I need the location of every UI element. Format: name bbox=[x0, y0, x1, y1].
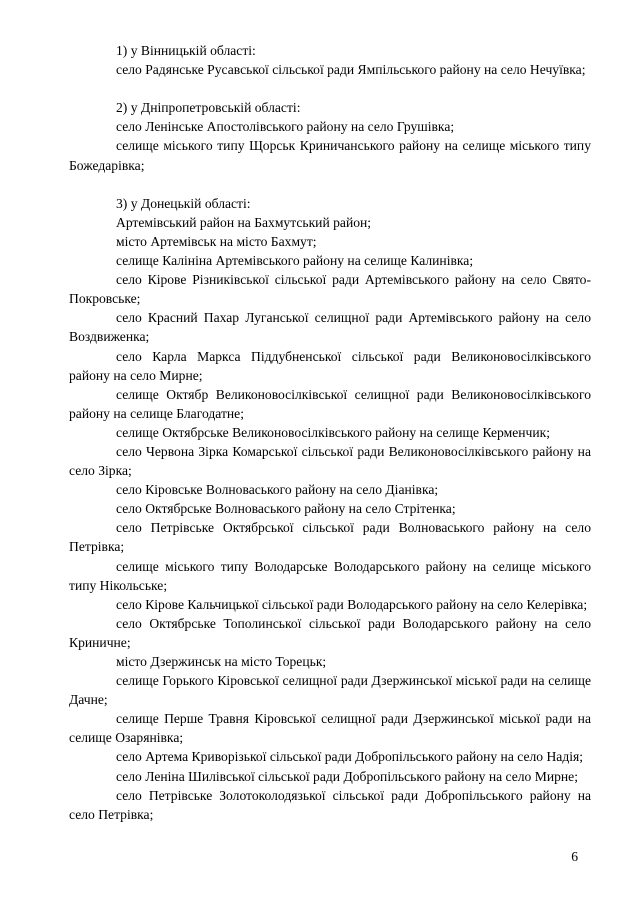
list-item: селище міського типу Щорськ Криничанського району на селище міського типу Божедарівка; bbox=[69, 138, 591, 173]
list-item: село Петрівське Октябрської сільської ради Волноваського району на село Петрівка; bbox=[69, 520, 591, 555]
list-item: село Артема Криворізької сільської ради Добропільського району на село Надія; bbox=[116, 749, 584, 765]
section-heading: 1) у Вінницькій області: bbox=[116, 43, 256, 58]
section-vinnytsia bbox=[69, 41, 591, 79]
list-item: село Кірове Кальчицької сільської ради Володарського району на село Келерівка; bbox=[116, 596, 588, 612]
blank-line bbox=[69, 79, 591, 98]
list-item: село Петрівське Золотоколодязької сільської ради Добропільського району на село Петрівка; bbox=[69, 787, 591, 822]
list-item: селище Горького Кіровської селищної ради Дзержинської міської ради на селище Дачне; bbox=[69, 673, 591, 708]
list-item: село Красний Пахар Луганської селищної ради Артемівського району на село Воздвиженка; bbox=[69, 310, 591, 345]
list-item: село Ленінське Апостолівського району на село Грушівка; bbox=[116, 119, 455, 135]
list-item: село Октябрське Волноваського району на село Стрітенка; bbox=[116, 501, 456, 517]
list-item: місто Дзержинськ на місто Торецьк; bbox=[116, 654, 327, 669]
list-item: селище Октябр Великоновосілківської селищної ради Великоновосілківського району на селище Благодатне; bbox=[69, 386, 591, 421]
section-heading: 3) у Донецькій області: bbox=[116, 195, 251, 211]
list-item: село Червона Зірка Комарської сільської ради Великоновосілківського району на село Зірка; bbox=[69, 443, 591, 479]
list-item: село Радянське Русавської сільської ради Ямпільського району на село Нечуївка; bbox=[116, 62, 586, 78]
list-item: село Кірове Різниківської сільської ради Артемівського району на село Свято-Покровське; bbox=[69, 272, 591, 307]
section-heading: 2) у Дніпропетровській області: bbox=[116, 100, 301, 116]
blank-line bbox=[69, 175, 591, 194]
section-donetsk bbox=[69, 194, 591, 824]
list-item: селище Перше Травня Кіровської селищної ради Дзержинської міської ради на селище Озарянівка; bbox=[69, 711, 591, 746]
list-item: селище Калініна Артемівського району на селище Калинівка; bbox=[116, 253, 474, 269]
list-item: село Карла Маркса Піддубненської сільської ради Великоновосілківського району на село Мирне; bbox=[69, 348, 591, 383]
list-item: село Кіровське Волноваського району на село Діанівка; bbox=[116, 482, 439, 498]
list-item: селище Октябрське Великоновосілківського району на селище Керменчик; bbox=[116, 424, 551, 440]
list-item: Артемівський район на Бахмутський район; bbox=[116, 214, 372, 230]
list-item: село Октябрське Тополинської сільської ради Володарського району на село Криничне; bbox=[69, 615, 591, 650]
list-item: селище міського типу Володарське Володарського району на селище міського типу Нікольське; bbox=[69, 558, 591, 593]
document-page bbox=[69, 41, 591, 824]
list-item: місто Артемівськ на місто Бахмут; bbox=[116, 233, 317, 249]
list-item: село Леніна Шилівської сільської ради Добропільського району на село Мирне; bbox=[116, 768, 578, 784]
page-number: 6 bbox=[571, 849, 578, 864]
section-dnipropetrovsk bbox=[69, 98, 591, 174]
